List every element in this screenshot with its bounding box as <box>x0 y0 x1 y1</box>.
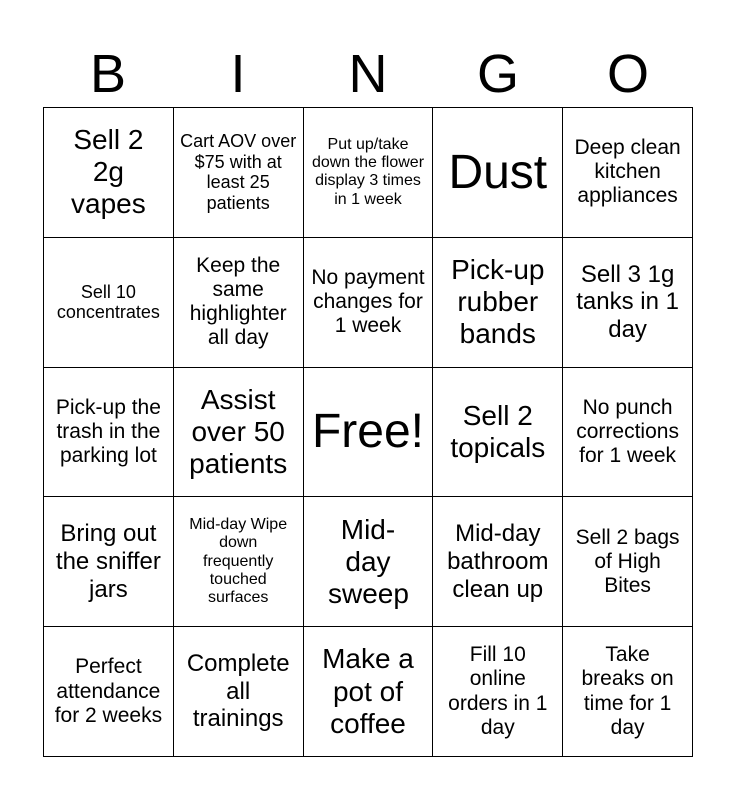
header-letter-g: G <box>476 44 519 104</box>
bingo-cell[interactable] <box>304 108 434 238</box>
bingo-cell[interactable] <box>433 368 563 498</box>
cell-text: Take breaks on time for 1 day <box>581 643 674 739</box>
cell-text: Assist over 50 patients <box>189 383 288 480</box>
bingo-cell[interactable] <box>304 368 434 498</box>
cell-text: Mid-day Wipe down frequently touched surfaces <box>189 515 288 607</box>
cell-text: No punch corrections for 1 week <box>576 395 679 468</box>
cell-text: Sell 2 bags of High Bites <box>575 525 680 597</box>
cell-text: Sell 10 concentrates <box>56 281 160 323</box>
cell-text: Make a pot of coffee <box>322 643 414 739</box>
cell-text: Deep clean kitchen appliances <box>574 136 681 208</box>
cell-text: Mid-day bathroom clean up <box>447 520 549 603</box>
bingo-cell[interactable] <box>44 238 174 368</box>
cell-text: Pick-up rubber bands <box>451 253 545 350</box>
bingo-cell[interactable] <box>44 627 174 757</box>
cell-text: Cart AOV over $75 with at least 25 patients <box>180 131 297 214</box>
bingo-cell[interactable] <box>174 627 304 757</box>
header-letter-i: I <box>230 44 246 104</box>
bingo-cell[interactable] <box>433 627 563 757</box>
bingo-cell[interactable] <box>563 108 693 238</box>
cell-text: Dust <box>448 145 548 199</box>
bingo-cell[interactable] <box>563 238 693 368</box>
cell-text: Fill 10 online orders in 1 day <box>448 643 548 739</box>
cell-text: Sell 2 2g vapes <box>71 124 146 220</box>
bingo-cell[interactable] <box>433 238 563 368</box>
bingo-header <box>43 40 693 108</box>
bingo-cell[interactable] <box>563 368 693 498</box>
cell-text: Bring out the sniffer jars <box>55 520 161 603</box>
cell-text: Pick-up the trash in the parking lot <box>55 395 161 468</box>
bingo-card-grid <box>43 107 693 757</box>
bingo-cell[interactable] <box>44 108 174 238</box>
bingo-cell[interactable] <box>433 108 563 238</box>
cell-text: Sell 2 topicals <box>450 399 546 463</box>
bingo-cell[interactable] <box>563 627 693 757</box>
bingo-cell[interactable] <box>44 368 174 498</box>
cell-text: Sell 3 1g tanks in 1 day <box>576 260 679 343</box>
bingo-cell[interactable] <box>174 238 304 368</box>
bingo-cell[interactable] <box>174 497 304 627</box>
bingo-cell[interactable] <box>174 108 304 238</box>
bingo-cell[interactable] <box>304 238 434 368</box>
cell-text: Put up/take down the flower display 3 times in 1 week <box>311 135 425 208</box>
header-letter-o: O <box>606 44 649 104</box>
header-letter-b: B <box>89 44 127 104</box>
cell-text: Keep the same highlighter all day <box>189 253 287 350</box>
cell-text: Complete all trainings <box>186 650 290 733</box>
bingo-cell[interactable] <box>563 497 693 627</box>
cell-text: Mid-day sweep <box>327 513 409 609</box>
cell-text: No payment changes for 1 week <box>311 265 425 338</box>
bingo-cell[interactable] <box>44 497 174 627</box>
bingo-cell[interactable] <box>304 627 434 757</box>
header-letter-n: N <box>348 44 388 104</box>
bingo-cell[interactable] <box>433 497 563 627</box>
bingo-cell[interactable] <box>174 368 304 498</box>
cell-text: Free! <box>311 405 424 459</box>
cell-text: Perfect attendance for 2 weeks <box>54 655 163 727</box>
bingo-cell[interactable] <box>304 497 434 627</box>
